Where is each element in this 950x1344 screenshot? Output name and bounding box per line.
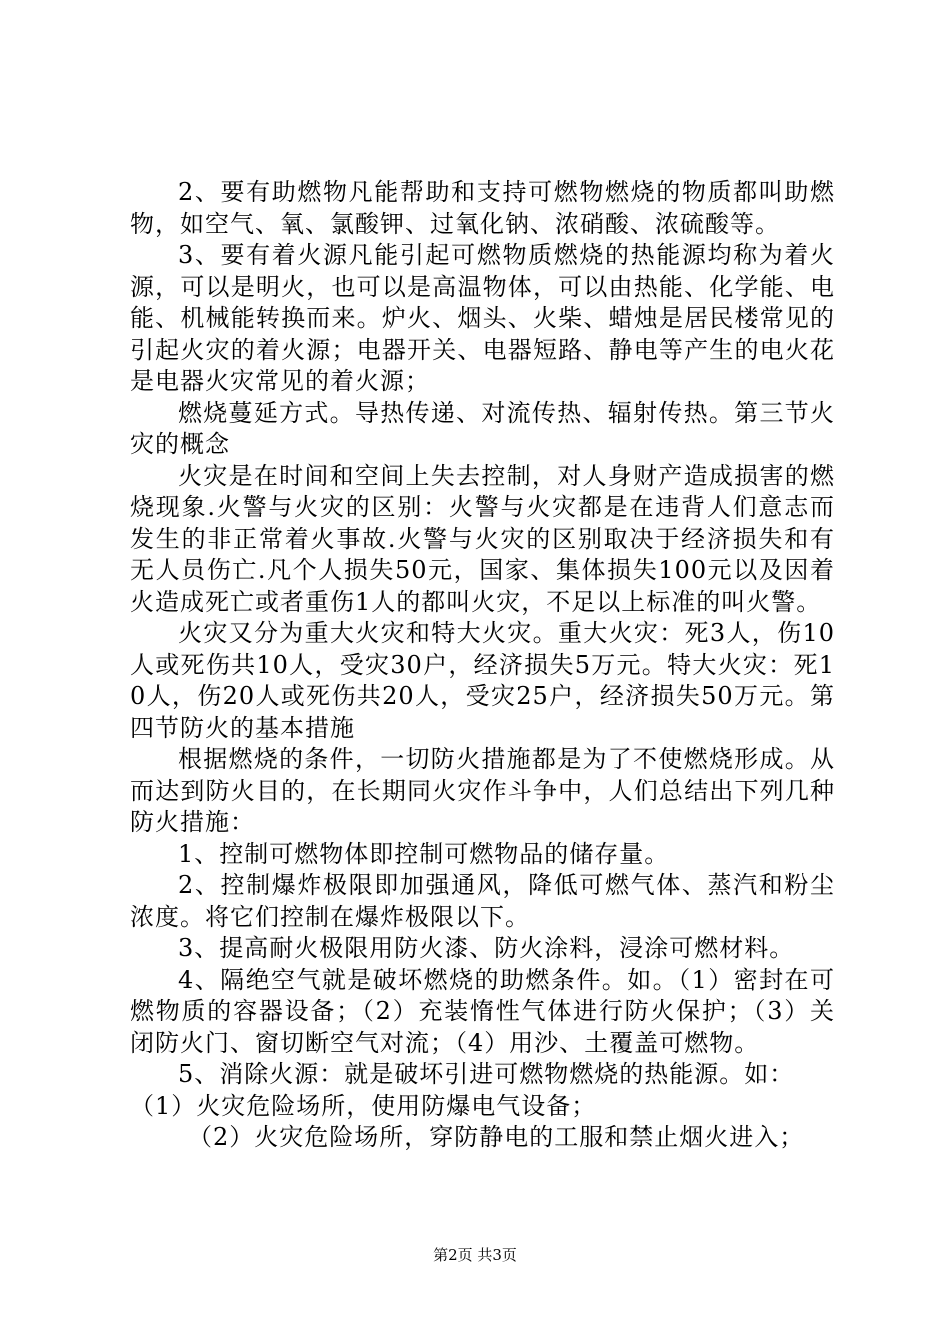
paragraph-fire-classes: 火灾又分为重大火灾和特大火灾。重大火灾：死3人，伤10人或死伤共10人，受灾30户，经济损失5万元。特大火灾：死10人，伤20人或死伤共20人，受灾25户，经济损失50万元。第四节防火的基本措施: [130, 619, 835, 742]
paragraph-measure-5: 5、消除火源：就是破坏引进可燃物燃烧的热能源。如：: [178, 1060, 795, 1088]
paragraph-prevention-intro: 根据燃烧的条件，一切防火措施都是为了不使燃烧形成。从而达到防火目的，在长期同火灾作斗争中，人们总结出下列几种防火措施：: [130, 745, 835, 836]
paragraph-measure-5-item-1: （1）火灾危险场所，使用防爆电气设备；: [130, 1091, 597, 1120]
paragraph-measure-3: 3、提高耐火极限用防火漆、防火涂料，浸涂可燃材料。: [178, 934, 795, 962]
paragraph-ignition-source: 3、要有着火源凡能引起可燃物质燃烧的热能源均称为着火源，可以是明火，也可以是高温物体，可以由热能、化学能、电能、机械能转换而来。炉火、烟头、火柴、蜡烛是居民楼常见的引起火灾的着火源；电器开关、电器短路、静电等产生的电火花是电器火灾常见的着火源；: [130, 241, 835, 395]
paragraph-combustion-supporter: 2、要有助燃物凡能帮助和支持可燃物燃烧的物质都叫助燃物，如空气、氧、氯酸钾、过氧化钠、浓硝酸、浓硫酸等。: [130, 178, 835, 238]
paragraph-measure-5-item-2: （2）火灾危险场所，穿防静电的工服和禁止烟火进入；: [188, 1123, 805, 1151]
document-body: [130, 177, 835, 1154]
paragraph-fire-definition: 火灾是在时间和空间上失去控制，对人身财产造成损害的燃烧现象.火警与火灾的区别：火警与火灾都是在违背人们意志而发生的非正常着火事故.火警与火灾的区别取决于经济损失和有无人员伤亡.凡个人损失50元，国家、集体损失100元以及因着火造成死亡或者重伤1人的都叫火灾，不足以上标准的叫火警。: [130, 461, 835, 616]
paragraph-measure-4: 4、隔绝空气就是破坏燃烧的助燃条件。如。（1）密封在可燃物质的容器设备；（2）充装惰性气体进行防火保护；（3）关闭防火门、窗切断空气对流；（4）用沙、土覆盖可燃物。: [130, 965, 835, 1057]
paragraph-measure-1: 1、控制可燃物体即控制可燃物品的储存量。: [178, 839, 670, 868]
page-footer: 第2页 共3页: [433, 1246, 517, 1264]
paragraph-spread-methods: 燃烧蔓延方式。导热传递、对流传热、辐射传热。第三节火灾的概念: [130, 398, 835, 458]
paragraph-measure-2: 2、控制爆炸极限即加强通风，降低可燃气体、蒸汽和粉尘浓度。将它们控制在爆炸极限以下。: [130, 871, 835, 931]
